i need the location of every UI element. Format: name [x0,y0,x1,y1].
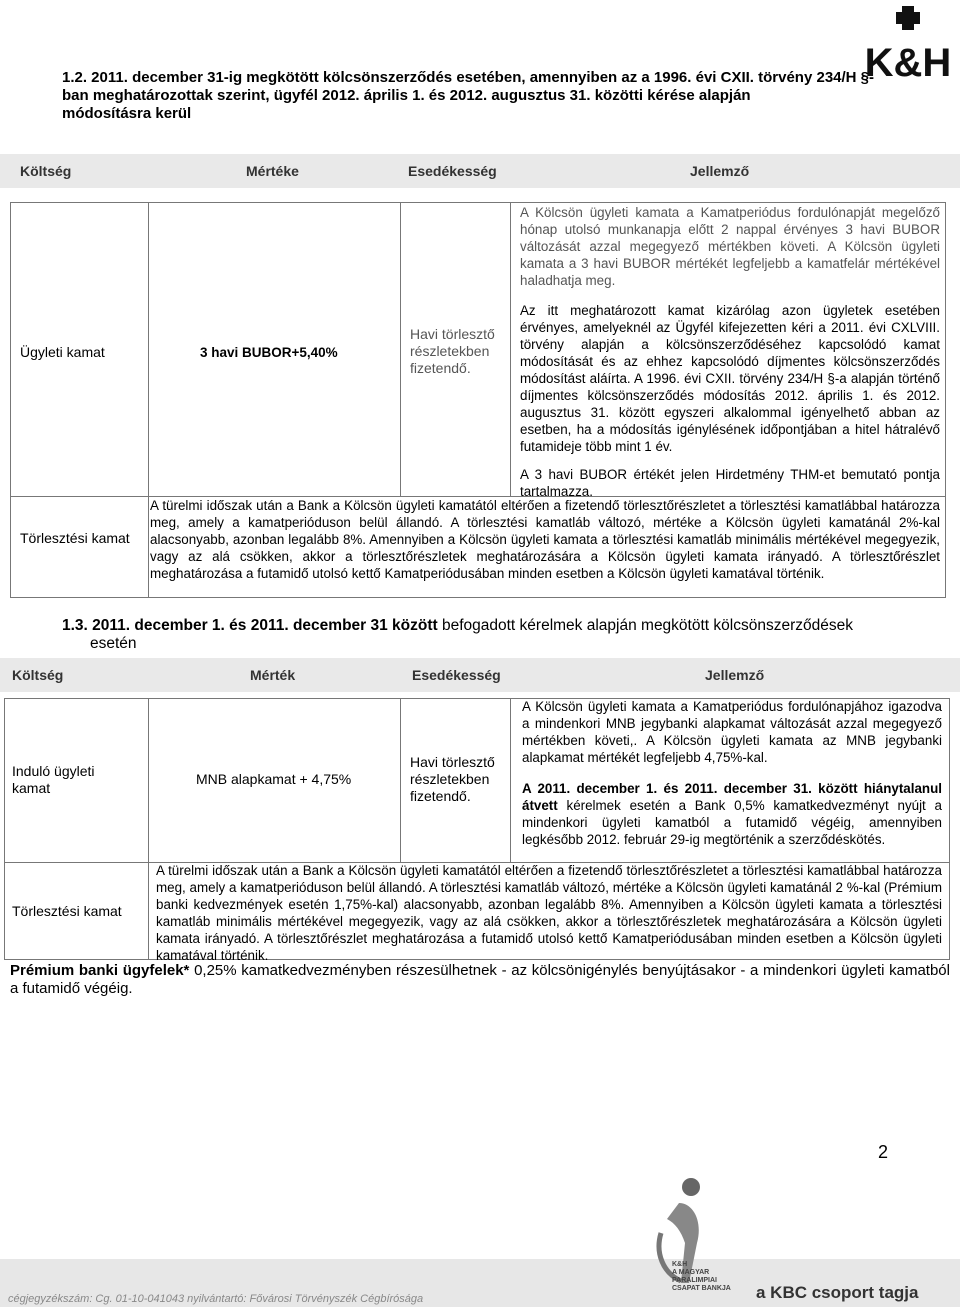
row-repayment-desc: A türelmi időszak után a Bank a Kölcsön ügyleti kamatától eltérően a fizetendő törlesztőrészletet a törlesztési kamatlábbal határozza meg, amely a kamatperióduson belül állandó. A törlesztési kamatláb változó, mértéke a Kölcsön ügyleti kamatánál 2 %-kal (Prémium banki kedvezmények esetén 1,75%-kal) alacsonyabb, azonban legalább 8%. Amennyiben a Kölcsön ügyleti kamata a törlesztési kamatláb minimális mértékével megegyezik, vagy az alá csökken, akkor a törlesztőrészletek meghatározására a Kölcsön ügyleti kamata irányadó. A törlesztőrészlet meghatározása a futamidő utolsó kettő Kamatperiódusában minden esetben a Kölcsön ügyleti kamatával történik. [156,863,942,963]
row-name-transaction-interest: Ügyleti kamat [20,344,105,360]
row-desc-p2-rest: kérelmek esetén a Bank 0,5% kamatkedvezményt nyújt a mindenkori ügyleti kamatból a futamidő végéig, amennyiben legkésőbb 2012. február 29-ig megtörténik a szerződéskötés. [522,798,942,847]
section1-title-line3: módosításra kerül [62,105,192,122]
header-amount: Mértéke [246,163,299,179]
header-due: Esedékesség [412,667,501,683]
section2-title-bold: 1.3. 2011. december 1. és 2011. december 31 között [62,617,438,634]
section1-title-line2: ban meghatározottak szerint, ügyfél 2012. április 1. és 2012. augusztus 31. közötti kérése alapján [62,87,751,104]
section1-header-row [0,154,960,188]
row-rate: 3 havi BUBOR+5,40% [200,345,338,360]
header-cost: Költség [20,163,72,179]
kh-logo [856,0,960,80]
table-divider [148,202,149,496]
section2-title-rest: befogadott kérelmek alapján megkötött kölcsönszerződések [437,617,853,634]
section1-title [62,69,942,123]
row-rate: MNB alapkamat + 4,75% [196,771,352,787]
kbc-group-label: a KBC csoport tagja [756,1283,919,1302]
partner-line2: A MAGYAR [672,1269,710,1276]
table-divider [148,698,149,960]
footer-registry: cégjegyzékszám: Cg. 01-10-041043 nyilvántartó: Fővárosi Törvényszék Cégbírósága [8,1293,424,1305]
header-feature: Jellemző [705,667,765,683]
row-desc-p2-bold: A 2011. december 1. és 2011. december 31. között hiánytalanul átvett [522,781,942,813]
header-amount: Mérték [250,667,296,683]
section2-header-row [0,658,960,692]
premium-note [10,962,950,998]
row-desc-p1: A Kölcsön ügyleti kamata a Kamatperiódus fordulónapját megelőző hónap utolsó munkanapja előtt 2 nappal érvényes 3 havi BUBOR változását azzal megegyező mértékben követi. A Kölcsön ügyleti kamata a 3 havi BUBOR mértékét legfeljebb a kamatfelár mértékével haladhatja meg. [520,205,940,288]
row-repayment-desc: A türelmi időszak után a Bank a Kölcsön ügyleti kamatától eltérően a fizetendő törlesztőrészletet a törlesztési kamatlábbal határozza meg, amely a kamatperióduson belül állandó. A törlesztési kamatláb változó, mértéke a Kölcsön ügyleti kamatánál 2%-kal alacsonyabb, azonban legalább 8%. Amennyiben a Kölcsön ügyleti kamata a törlesztési kamatláb minimális mértékével megegyezik, vagy az alá csökken, akkor a törlesztőrészletek meghatározására a Kölcsön ügyleti kamata irányadó. A törlesztőrészlet meghatározása a futamidő utolsó kettő Kamatperiódusában minden esetben a Kölcsön ügyleti kamatával történik. [150,498,940,581]
table-divider [148,496,149,598]
partner-badge [672,1261,731,1293]
table-divider [510,698,511,862]
table-divider [400,698,401,862]
row-due: Havi törlesztő részletekben fizetendő. [410,326,495,376]
row-desc-p3: A 3 havi BUBOR értékét jelen Hirdetmény THM-et bemutató pontja tartalmazza. [520,467,940,499]
header-cost: Költség [12,667,64,683]
row-desc-p2 [522,780,942,848]
header-feature: Jellemző [690,163,750,179]
svg-text:K&H: K&H [864,41,952,80]
section2-title-line2: esetén [90,635,137,652]
partner-line3: PARALIMPIAI [672,1277,717,1284]
row-due: Havi törlesztő részletekben fizetendő. [410,754,495,804]
section1-title-line1: 1.2. 2011. december 31-ig megkötött kölcsönszerződés esetében, amennyiben az a 1996. évi CXII. törvény 234/H §- [62,69,875,86]
row-name-repayment-interest: Törlesztési kamat [12,903,122,919]
premium-note-rest: 0,25% kamatkedvezményben részesülhetnek - az kölcsönigénylés benyújtásakor - a mindenkori ügyleti kamatból a futamidő végéig. [10,962,950,997]
row-desc-p2: Az itt meghatározott kamat kizárólag azon ügyletek esetében érvényes, amelyeknél az Ügyfél kifejezetten kéri a 2011. évi CXLVIII. törvény alapján a kölcsönszerződéséhez kapcsolódó kamat módosítását és az ehhez kapcsolódó díjmentes kölcsönszerződés módosítást aláírta. A 1996. évi CXII. törvény 234/H §-a alapján történő díjmentes kölcsönszerződés módosítás 2012. április 1. és 2012. augusztus 31. között egyszeri alkalommal igényelhető abban az esetben, ha a módosítás igénylésének időpontjában a hitel hátralévő futamideje több mint 1 év. [520,303,940,454]
row-name-repayment-interest: Törlesztési kamat [20,530,130,546]
page-number: 2 [878,1142,889,1162]
row-desc-p1: A Kölcsön ügyleti kamata a Kamatperiódus fordulónapjához igazodva a mindenkori MNB jegybanki alapkamat változását azzal megegyező mértékben követi,. A Kölcsön ügyleti kamata az MNB jegybanki alapkamat mértékét legfeljebb 4,75%-kal. [522,699,942,765]
premium-note-bold: Prémium banki ügyfelek* [10,962,190,979]
table-divider [510,202,511,496]
row-name-initial-interest: Induló ügyleti kamat [12,763,95,796]
footer [0,1259,960,1307]
table-divider [400,202,401,496]
header-due: Esedékesség [408,163,497,179]
partner-line4: CSAPAT BANKJA [672,1285,731,1292]
partner-line1: K&H [672,1261,688,1268]
section2-title [62,617,950,653]
